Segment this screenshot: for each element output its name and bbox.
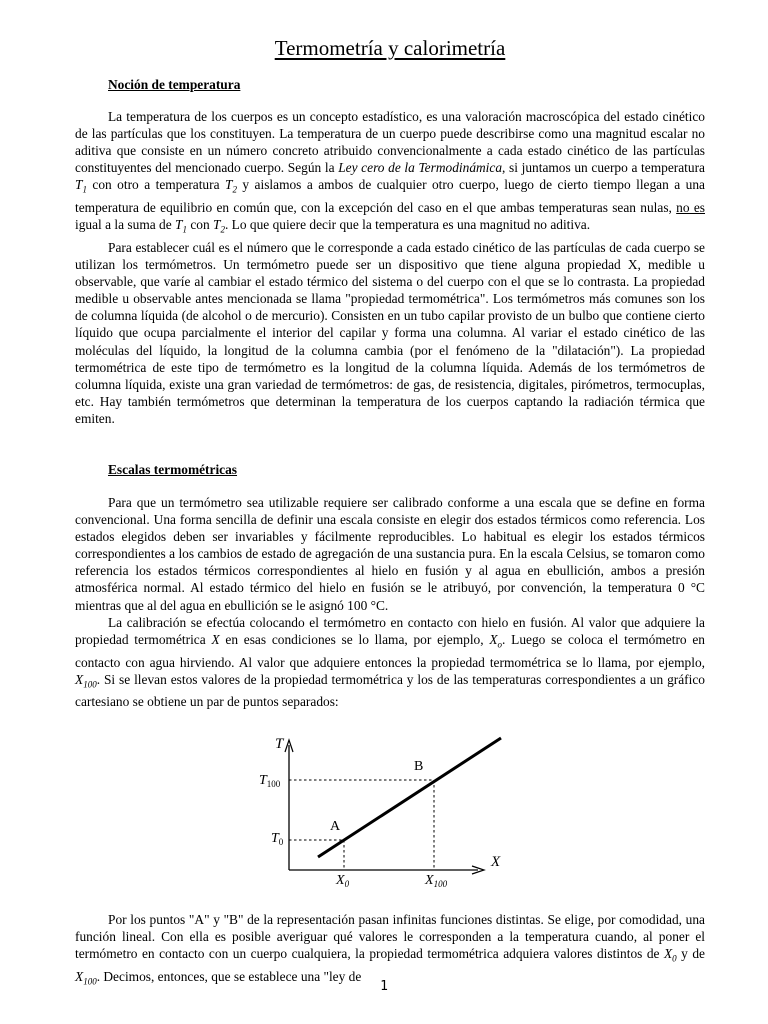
x0-label: $X_0$ bbox=[336, 873, 350, 889]
section-heading-escalas: Escalas termométricas bbox=[108, 462, 238, 477]
paragraph: La calibración se efectúa colocando el termómetro en contacto con hielo en fusión. Al valor que adquiere la propiedad termométrica X en esas condiciones se lo llama, por ejemplo, $X_o$. Luego se coloca el termómetro en contacto con agua hirviendo. Al valor que adquiere entonces la propiedad termométrica se lo llama, por ejemplo, $X_{100}$. Si se llevan estos valores de la propiedad termométrica y los de las temperaturas correspondientes a un gráfico cartesiano se obtiene un par de puntos separados: bbox=[75, 614, 705, 710]
page-title: Termometría y calorimetría bbox=[274, 36, 506, 60]
calibration-line bbox=[318, 738, 501, 857]
paragraph: Para que un termómetro sea utilizable requiere ser calibrado conforme a una escala que se define en forma convencional. Una forma sencilla de definir una escala consiste en elegir dos estados térmicos como referencia. Los estados elegidos deben ser invariables y fácilmente reproducibles. Lo habitual es elegir los estados térmicos correspondientes a los cambios de estado de agregación de una sustancia pura. En la escala Celsius, se tomaron como referencia los estados térmicos correspondientes al hielo en fusión y al agua en ebullición, ambos a presión atmosférica normal. Al estado térmico del hielo en fusión se le atribuyó, por convención, la temperatura 0 °C mientras que al del agua en ebullición se le asignó 100 °C. bbox=[75, 495, 705, 613]
t0-label: $T_0$ bbox=[271, 831, 284, 847]
t100-label: $T_{100}$ bbox=[259, 773, 281, 789]
x100-label: $X_{100}$ bbox=[425, 873, 448, 889]
paragraph: Por los puntos "A" y "B" de la representación pasan infinitas funciones distintas. Se elige, por comodidad, una función lineal. Con ella es posible averiguar qué valores le corresponden a la temperatura cuando, al poner el termómetro en contacto con un cuerpo cualquiera, la propiedad termométrica adquiera valores distintos de $X_0$ y de $X_{100}$. Decimos, entonces, que se establece una "ley de bbox=[75, 912, 705, 987]
paragraph: La temperatura de los cuerpos es un concepto estadístico, es una valoración macroscópica del estado cinético de las partículas que los constituyen. La temperatura de un cuerpo puede describirse como una magnitud escalar no aditiva que consiste en un número concreto atribuido convencionalmente a cada estado cinético de las partículas constituyentes del mencionado cuerpo. Según la Ley cero de la Termodinámica, si juntamos un cuerpo a temperatura $T_1$ con otro a temperatura $T_2$ y aislamos a ambos de cualquier otro cuerpo, luego de cierto tiempo llegan a una temperatura de equilibrio en común que, con la excepción del caso en el que ambas temperaturas sean nulas, no es igual a la suma de $T_1$ con $T_2$. Lo que quiere decir que la temperatura es una magnitud no aditiva. bbox=[75, 109, 705, 235]
point-a-label: A bbox=[330, 819, 341, 834]
paragraph: Para establecer cuál es el número que le corresponde a cada estado cinético de las partículas de cada cuerpo se utilizan los termómetros. Un termómetro puede ser un dispositivo que tiene alguna propiedad X, medible u observable, que varíe al cambiar el estado térmico del sistema o del cuerpo con el que se lo contrasta. La propiedad medible u observable antes mencionada se llama "propiedad termométrica". Los termómetros más comunes son los de columna líquida (de alcohol o de mercurio). Consisten en un tubo capilar provisto de un bulbo que contiene cierto líquido que ocupa parcialmente el interior del capilar y forma una columna. Al variar el estado cinético de las moléculas del líquido, la longitud de la columna cambia (por el fenómeno de la "dilatación"). La propiedad termométrica de este tipo de termómetro es la longitud de la columna líquida. Además de los termómetros de columna líquida, existe una gran variedad de termómetros: de gas, de resistencia, digitales, pirómetros, termocuplas, etc. Hay también termómetros que determinan la temperatura de los cuerpos captando la radiación térmica que emiten. bbox=[75, 240, 705, 426]
x-axis-label: X bbox=[491, 854, 501, 870]
point-b-label: B bbox=[414, 759, 424, 774]
page-number: 1 bbox=[380, 979, 388, 994]
y-axis-label: T bbox=[275, 736, 284, 752]
section-heading-temperatura: Noción de temperatura bbox=[108, 77, 241, 92]
